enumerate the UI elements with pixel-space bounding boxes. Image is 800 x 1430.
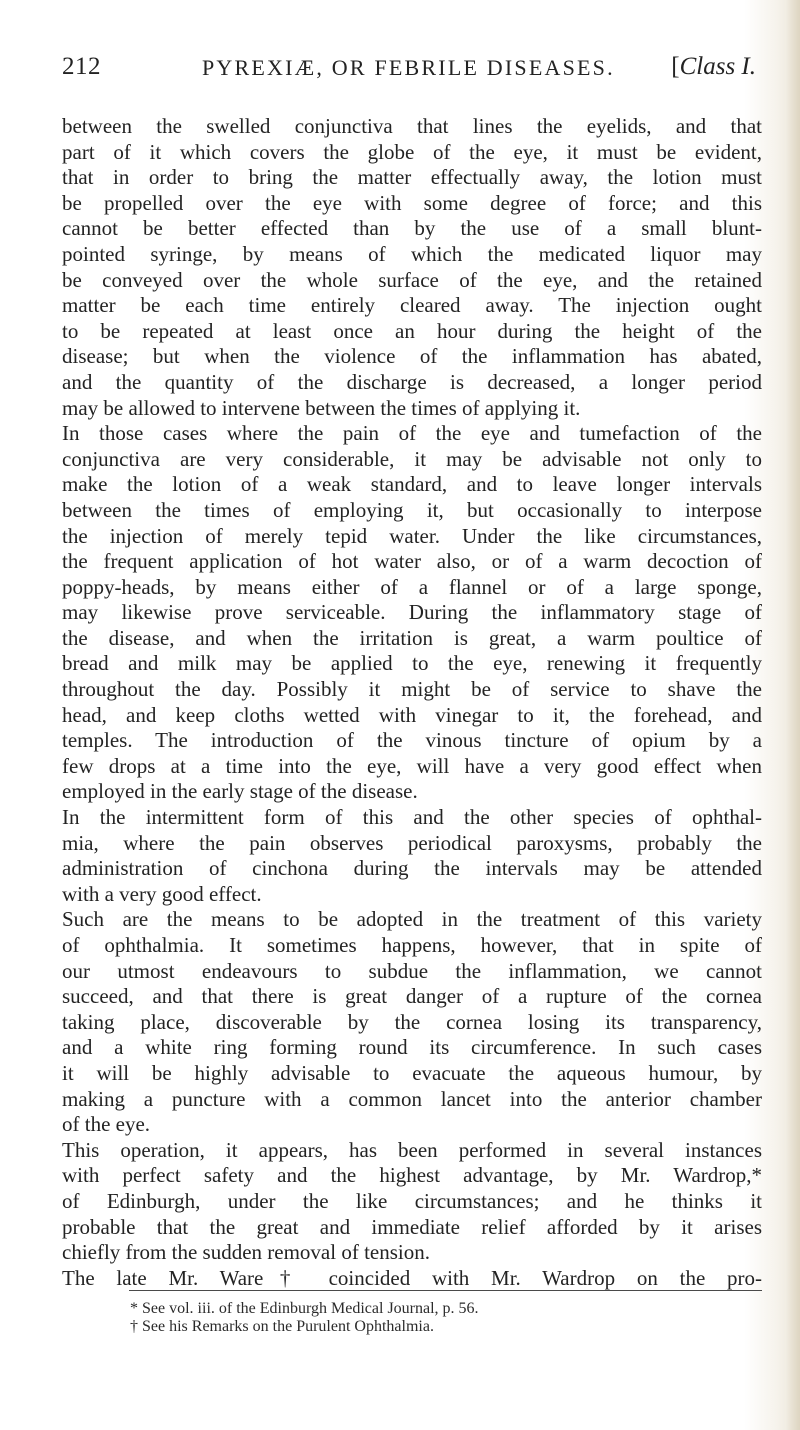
- text-line: throughout the day. Possibly it might be of service to shave the: [62, 677, 762, 702]
- text-line: with perfect safety and the highest advantage, by Mr. Wardrop,*: [62, 1163, 762, 1188]
- text-line: may be allowed to intervene between the times of applying it.: [62, 395, 581, 420]
- text-line: head, and keep cloths wetted with vinegar to it, the forehead, and: [62, 702, 762, 727]
- text-line: taking place, discoverable by the cornea losing its transparency,: [62, 1009, 762, 1034]
- text-line: that in order to bring the matter effectually away, the lotion must: [62, 165, 762, 190]
- class-label-bracket: [: [671, 53, 680, 80]
- body-text: [62, 114, 762, 1291]
- text-line: of Edinburgh, under the like circumstances; and he thinks it: [62, 1188, 762, 1213]
- text-line: and a white ring forming round its circumference. In such cases: [62, 1035, 762, 1060]
- running-title: PYREXIÆ, OR FEBRILE DISEASES.: [202, 55, 615, 80]
- text-line: make the lotion of a weak standard, and to leave longer intervals: [62, 472, 762, 497]
- footnote-rule: [129, 1290, 762, 1291]
- text-line: may likewise prove serviceable. During the inflammatory stage of: [62, 600, 762, 625]
- text-line: administration of cinchona during the intervals may be attended: [62, 856, 762, 881]
- text-line: probable that the great and immediate relief afforded by it arises: [62, 1214, 762, 1239]
- text-line: In those cases where the pain of the eye and tumefaction of the: [62, 421, 762, 446]
- text-line: temples. The introduction of the vinous tincture of opium by a: [62, 728, 762, 753]
- text-line: be conveyed over the whole surface of the eye, and the retained: [62, 267, 762, 292]
- text-line: of ophthalmia. It sometimes happens, however, that in spite of: [62, 933, 762, 957]
- text-line: and the quantity of the discharge is decreased, a longer period: [62, 369, 762, 394]
- text-line: poppy-heads, by means either of a flannel or of a large sponge,: [62, 574, 762, 599]
- text-line: of the eye.: [62, 1112, 151, 1137]
- footnote: † See his Remarks on the Purulent Ophthalmia.: [130, 1318, 434, 1335]
- text-line: the injection of merely tepid water. Under the like circumstances,: [62, 523, 762, 548]
- text-line: the disease, and when the irritation is great, a warm poultice of: [62, 625, 762, 650]
- text-line: pointed syringe, by means of which the medicated liquor may: [62, 241, 762, 266]
- text-line: with a very good effect.: [62, 881, 262, 906]
- text-line: between the swelled conjunctiva that lines the eyelids, and that: [62, 114, 762, 138]
- page-header: [62, 53, 762, 85]
- text-line: The late Mr. Ware† coincided with Mr. Wardrop on the pro-: [62, 1265, 762, 1290]
- text-line: matter be each time entirely cleared away. The injection ought: [62, 293, 762, 318]
- text-line: between the times of employing it, but occasionally to interpose: [62, 497, 762, 522]
- page-number: 212: [62, 53, 101, 80]
- text-line: it will be highly advisable to evacuate the aqueous humour, by: [62, 1060, 762, 1085]
- class-label: [671, 53, 756, 81]
- text-line: part of it which covers the globe of the eye, it must be evident,: [62, 139, 762, 164]
- text-line: mia, where the pain observes periodical paroxysms, probably the: [62, 830, 762, 855]
- text-line: making a puncture with a common lancet into the anterior chamber: [62, 1086, 762, 1111]
- text-line: the frequent application of hot water also, or of a warm decoction of: [62, 549, 762, 574]
- class-label-text: Class I.: [679, 53, 756, 80]
- text-line: Such are the means to be adopted in the treatment of this variety: [62, 907, 762, 932]
- text-line: This operation, it appears, has been performed in several instances: [62, 1137, 762, 1162]
- text-line: employed in the early stage of the disease.: [62, 779, 418, 804]
- text-line: cannot be better effected than by the use of a small blunt-: [62, 216, 762, 241]
- page-edge-shadow: [786, 0, 800, 1430]
- text-line: chiefly from the sudden removal of tension.: [62, 1240, 430, 1265]
- footnote: * See vol. iii. of the Edinburgh Medical Journal, p. 56.: [130, 1300, 479, 1317]
- text-line: our utmost endeavours to subdue the inflammation, we cannot: [62, 958, 762, 983]
- text-line: disease; but when the violence of the inflammation has abated,: [62, 344, 762, 369]
- footnotes: [130, 1300, 770, 1336]
- text-line: few drops at a time into the eye, will have a very good effect when: [62, 753, 762, 778]
- text-line: conjunctiva are very considerable, it may be advisable not only to: [62, 446, 762, 471]
- text-line: bread and milk may be applied to the eye, renewing it frequently: [62, 651, 762, 676]
- text-line: succeed, and that there is great danger of a rupture of the cornea: [62, 984, 762, 1009]
- text-line: In the intermittent form of this and the other species of ophthal-: [62, 805, 762, 830]
- text-line: be propelled over the eye with some degree of force; and this: [62, 190, 762, 215]
- text-line: to be repeated at least once an hour during the height of the: [62, 318, 762, 343]
